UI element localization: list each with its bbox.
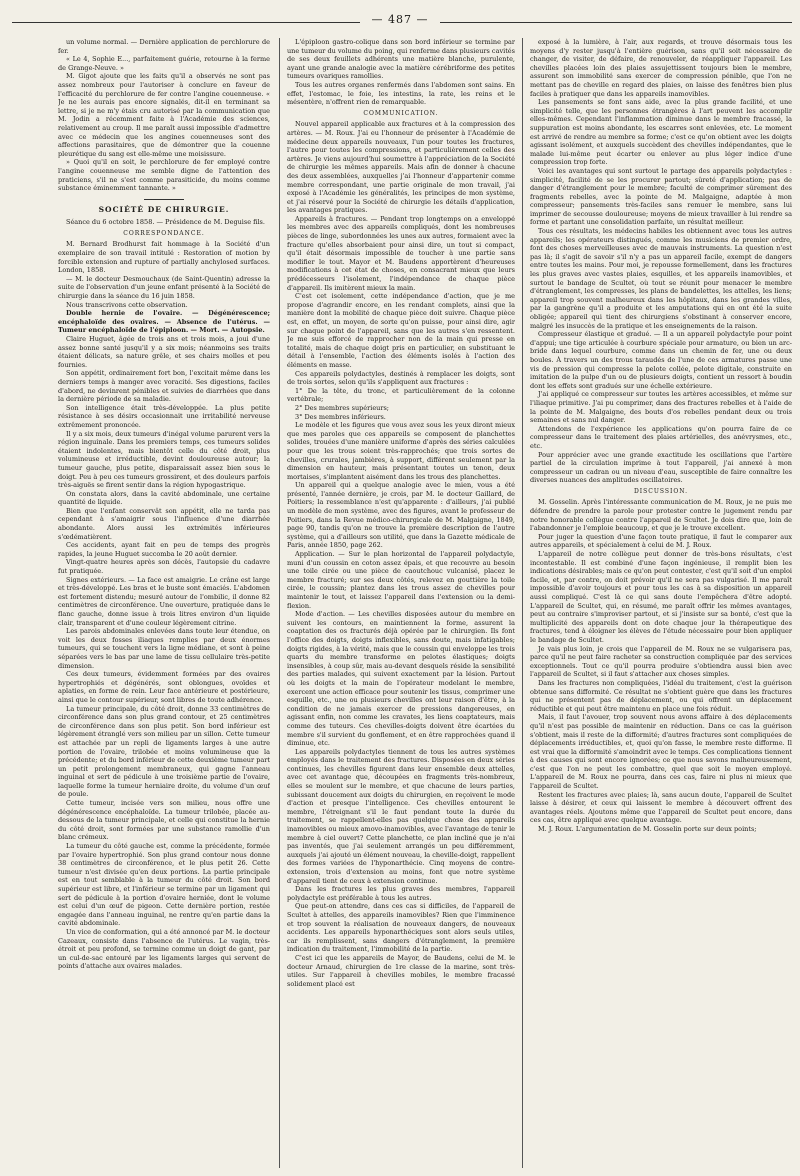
case-title: Double hernie de l'ovaire. — Dégénérescence; encéphaloïde des ovaires. — Absence de l'utérus. — Tumeur encéphaloïde de l'épiploon. — Mort. — Autopsie.: [58, 309, 270, 335]
list-item: 3° Des membres inférieurs.: [295, 412, 386, 421]
column-divider: [279, 38, 280, 1168]
paragraph: exposé à la lumière, à l'air, aux regards, et trouve désormais tous les moyens d'y rester jusqu'à l'entière guérison, sans qu'il soit nécessaire de changer, de visiter, de défaire, de renouveler, de réappliquer l'appareil. Les chevilles placées loin des plaies assujettissent toujours bien le membre, assurent son immobilité sans exercer de compression pénible, que l'on ne mettant pas de cheville en regard des plaies, on laisse des fenêtres bien plus faciles à pratiquer que dans les appareils inamovibles.: [530, 38, 792, 98]
paragraph: Les pansements se font sans aide, avec la plus grande facilité, et une simplicité telle, que les personnes étrangères à l'art peuvent les accomplir elles-mêmes. Cependant l'inflammation diminue dans le membre fracassé, la suppuration est moins abondante, les escarres sont enlevées, etc. Le moment est arrivé de rendre au membre sa forme; c'est ce qu'on obtient avec les doigts agissant isolément, et auxquels succèdent des chevilles indépendantes, que le malade lui-même peut écarter ou enlever au plus léger indice d'une compression trop forte.: [530, 98, 792, 167]
paragraph: La tumeur du côté gauche est, comme la précédente, formée par l'ovaire hypertrophié. Son plus grand contour nous donne 38 centimètres de circonférence, et le plus petit 26. Cette tumeur n'est divisée qu'en deux portions. La partie principale est en tout semblable à la tumeur du côté droit. Son bord supérieur est libre, et l'inférieur se termine par un ligament qui sert de pédicule à la portion d'ovaire herniée, dont le volume est celui d'un œuf de pigeon. Cette dernière portion, restée engagée dans l'anneau inguinal, ne rentre qu'en partie dans la cavité abdominale.: [58, 842, 270, 928]
column-divider: [522, 38, 523, 1168]
section-title: SOCIÉTÉ DE CHIRURGIE.: [98, 204, 230, 214]
paragraph: Les appareils polydactyles tiennent de tous les autres systèmes employés dans le traitement des fractures. Disposées en deux séries continues, les chevilles figurent dans leur ensemble deux attelles, avec cet avantage que, découpées en fragments très-nombreux, elles se moulent sur le membre, et que chacune de leurs parties, subissant doucement aux doigts du chirurgien, en reçoivent le mode d'action et presque l'intelligence. Ces chevilles entourent le membre, l'étreignant s'il le faut pendant toute la durée du traitement, se rappellent-elles pas quelque chose des appareils inamovibles ou mieux amovo-inamovibles, avec l'avantage de tenir le membre à ciel ouvert? Cette planchette, ce plan incliné que je n'ai pas inventés, que j'ai seulement arrangés un peu différemment, auxquels j'ai ajouté un élément nouveau, la cheville-doigt, rappellent des formes variées de l'hyponarthécie. Cinq moyens de contre-extension, trois d'extension au moins, font que notre système d'appareil tient de ceux à extension continue.: [287, 747, 515, 885]
header-rule-left: [12, 22, 360, 23]
paragraph: — M. le docteur Desmouchaux (de Saint-Quentin) adresse la suite de l'observation d'un jeune enfant présenté à la Société de chirurgie dans la séance du 16 juin 1858.: [58, 274, 270, 301]
paragraph: Bien que l'enfant conservât son appétit, elle ne tarda pas cependant à s'amaigrir sous l'influence d'une diarrhée abondante. Alors aussi les extrémités inférieures s'œdématièrent.: [58, 506, 270, 541]
paragraph: Vingt-quatre heures après son décès, l'autopsie du cadavre fut pratiquée.: [58, 558, 270, 576]
paragraph: C'est cet isolement, cette indépendance d'action, que je me propose d'agrandir encore, en les rendant complets, ainsi que la manière dont la mobilité de chaque pièce doit suivre. Chaque pièce est, en effet, un moyen, de sorte qu'on puisse, pour ainsi dire, agir sur chaque point de l'appareil, sans que les autres s'en ressentent. Je me suis efforcé de rapprocher non de la main qui presse en totalité, mais de chaque doigt pris en particulier, en substituant le détail à l'ensemble, l'action des éléments isolés à l'action des éléments en masse.: [287, 292, 515, 369]
list-item: 2° Des membres supérieurs;: [295, 403, 389, 412]
paragraph: Restent les fractures avec plaies; là, sans aucun doute, l'appareil de Scultet laisse à désirer, et ceux qui laissent le membre à découvert offrent des avantages réels. Ajoutons même que l'appareil de Scultet peut encore, dans ces cas, être appliqué avec quelque avantage.: [530, 790, 792, 825]
list-item: 1° De la tête, du tronc, et particulièrement de la colonne vertébrale;: [287, 386, 515, 404]
paragraph: Ces deux tumeurs, évidemment formées par des ovaires hypertrophiés et dégénérés, sont oblongues, ovoïdes et aplaties, en forme de rein. Leur face antérieure et postérieure, ainsi que le contour supérieur, sont libres de toute adhérence.: [58, 670, 270, 704]
column-middle: [287, 38, 515, 1172]
paragraph: Dans les fractures non compliquées, l'idéal du traitement, c'est la guérison obtenue sans difformité. Ce résultat ne s'obtient guère que dans les fractures qui ne présentent pas de déplacement, ou qui offrent un déplacement réductible et qui peut être maintenu en place une fois réduit.: [530, 678, 792, 713]
paragraph: L'épiploon gastro-colique dans son bord inférieur se termine par une tumeur du volume du poing, qui renferme dans plusieurs cavités de ses deux feuillets adhérents une matière blanche, purulente, ayant une grande analogie avec la matière cérébriforme des petites tumeurs ovariques ramollies.: [287, 38, 515, 81]
paragraph: Les parois abdominales enlevées dans toute leur étendue, on voit les deux fosses iliaques remplies par deux énormes tumeurs, qui se touchent vers la ligne médiane, et sont à peine séparées vers le bas par une lame de tissu cellulaire très-petite dimension.: [58, 627, 270, 670]
paragraph: Nous transcrivons cette observation.: [66, 300, 188, 309]
paragraph: Il y a six mois, deux tumeurs d'inégal volume parurent vers la région inguinale. Dans les premiers temps, ces tumeurs solides étaient indolentes, mais bientôt celle du côté droit, plus volumineuse et irréductible, devint douloureuse autour; la tumeur gauche, plus petite, disparaissait assez bien sous le doigt. Peu à peu ces tumeurs grossirent, et des douleurs parfois très-aiguës se firent sentir dans la région hypogastrique.: [58, 429, 270, 490]
article-columns: [0, 38, 800, 1172]
paragraph: Un vice de conformation, qui a été annoncé par M. le docteur Cazeaux, consiste dans l'absence de l'utérus. Le vagin, très-étroit et peu profond, se termine comme un doigt de gant, par un cul-de-sac entouré par les ligaments larges qui servent de points d'attache aux ovaires malades.: [58, 927, 270, 971]
paragraph: Son intelligence était très-développée. La plus petite résistance à ses désirs occasionnait une irritabilité nerveuse extrêmement prononcée.: [58, 403, 270, 429]
paragraph: On constata alors, dans la cavité abdominale, une certaine quantité de liquide.: [58, 489, 270, 507]
paragraph: Application. — Sur le plan horizontal de l'appareil polydactyle, muni d'un coussin en coton assez épais, et que recouvre au besoin une toile cirée ou une pièce de caoutchouc vulcanisé, placez le membre fracturé; sur ses deux côtés, relevez en gouttière la toile cirée, le coussin; plantez dans les trous assez de chevilles pour maintenir le tout, et laissez l'appareil dans l'extension ou la demi-flexion.: [287, 550, 515, 610]
paragraph: Ces appareils polydactyles, destinés à remplacer les doigts, sont de trois sortes, selon qu'ils s'appliquent aux fractures :: [287, 369, 515, 387]
paragraph: Compresseur élastique et gradué. — Il a un appareil polydactyle pour point d'appui; une tige articulée à courbure spéciale pour armature, ou bien un arc-bride dans lequel courbure, comme dans un chemin de fer, une ou deux boules. À travers un des trous taraudés de l'une de ces armatures passe une vis de pression qui compresse la pelote collée, pelote digitale, construite en imitation de la pulpe d'un ou de plusieurs doigts, contient un ressort à boudin dont les effets sont gradués sur une échelle extérieure.: [530, 330, 792, 390]
paragraph: Son appétit, ordinairement fort bon, l'excitait même dans les derniers temps à manger avec voracité. Ses digestions, faciles d'abord, ne devinrent pénibles et suivies de diarrhées que dans la dernière période de sa maladie.: [58, 369, 270, 404]
paragraph: Pour apprécier avec une grande exactitude les oscillations que l'artère partiel de la circulation imprime à tout l'appareil, j'ai annexé à mon compresseur un cadran ou un niveau d'eau, susceptible de faire connaître les diverses nuances des amplitudes oscillatoires.: [530, 450, 792, 485]
paragraph: Voici les avantages qui sont surtout le partage des appareils polydactyles : simplicité, facilité de se les procurer partout; sûreté d'application; pas de danger d'étranglement pour le membre; faculté de comprimer sûrement des fragments rebelles, avec la pointe de M. Malgaigne, adaptée à mon compresseur; pansements très-faciles sans remuer le membre, sans lui imprimer de secousse douloureuse; moyens de mieux travailler à lui rendre sa forme et partant une consolidation parfaite, un résultat meilleur.: [530, 166, 792, 227]
paragraph: Le modèle et les figures que vous avez sous les yeux diront mieux que mes paroles que ces appareils se composent de planchettes solides, trouées d'une manière uniforme d'après des séries calculées pour que les trous soient très-rapprochés; que trois sortes de chevilles, crurales, jambières, à support, différent seulement par la dimension en hauteur, mais présentant toutes un tenon, deux mortaises, s'implantent aisément dans les trous des planchettes.: [287, 421, 515, 481]
section-divider: [144, 199, 184, 200]
paragraph: Que peut-on attendre, dans ces cas si difficiles, de l'appareil de Scultet à attelles, des appareils inamovibles? Rien que l'imminence et trop souvent la réalisation de nouveaux dangers, de nouveaux accidents. Les appareils hyponarthéciques sont alors seuls utiles, car ils remplissent, sans dangers d'étranglement, la première indication du traitement, l'immobilité de la partie.: [287, 902, 515, 954]
paragraph: Pour juger la question d'une façon toute pratique, il faut le comparer aux autres appareils, et spécialement à celui de M. J. Roux.: [530, 532, 792, 550]
paragraph: « Le 4, Sophie E..., parfaitement guérie, retourne à la ferme de Grange-Neuve. »: [58, 55, 270, 72]
subsection-heading: CORRESPONDANCE.: [123, 229, 205, 237]
paragraph: J'ai appliqué ce compresseur sur toutes les artères accessibles, et même sur l'iliaque primitive. J'ai pu comprimer, dans des fractures rebelles et à l'aide de la pointe de M. Malgaigne, des bouts d'os rebelles pendant deux ou trois semaines et sans nul danger.: [530, 390, 792, 425]
paragraph: un volume normal. — Dernière application de perchlorure de fer.: [58, 38, 270, 55]
paragraph: Tous les autres organes renfermés dans l'abdomen sont sains. En effet, l'estomac, le foie, les intestins, la rate, les reins et le mésentère, n'offrent rien de remarquable.: [287, 80, 515, 107]
page-header: [0, 10, 800, 34]
paragraph: Claire Huguet, âgée de trois ans et trois mois, a joui d'une assez bonne santé jusqu'il y a six mois; néanmoins ses traits étaient délicats, sa nature grêle, et ses chairs molles et peu fournies.: [58, 335, 270, 369]
subsection-heading: COMMUNICATION.: [363, 109, 439, 117]
subsection-heading: DISCUSSION.: [633, 487, 689, 495]
paragraph: Dans les fractures les plus graves des membres, l'appareil polydactyle est préférable à tous les autres.: [287, 885, 515, 902]
paragraph: M. Gigot ajoute que les faits qu'il a observés ne sont pas assez nombreux pour l'autoriser à conclure en faveur de l'efficacité du perchlorure de fer contre l'angine couenneuse. « Je ne les aurais pas encore signalés, dit-il en terminant sa lettre, si je ne m'y étais cru autorisé par la communication que M. Jodin a récemment faite à l'Académie des sciences, relativement au croup. Il me paraît aussi impossible d'admettre avec ce médecin que les angines couenneuses sont des affections parasitaires, que de démontrer que la couenne pleurétique du sang est elle-même une moisissure.: [58, 72, 270, 158]
paragraph: Signes extérieurs. — La face est amaigrie. Le crâne est large et très-développé. Les bras et le buste sont émaciés. L'abdomen est fortement distendu; mesuré autour de l'ombilic, il donne 82 centimètres de circonférence. Une ouverture, pratiquée dans le flanc gauche, donne issue à trois litres environ d'un liquide clair, transparent et d'une couleur légèrement citrine.: [58, 575, 270, 627]
paragraph: Appareils à fractures. — Pendant trop longtemps on a enveloppé les membres avec des appareils compliqués, dont les nombreuses pièces de linge, subordonnées les unes aux autres, formaient avec la fracture qu'elles absorbaient pour ainsi dire, un tout si compact, qu'il était désormais impossible de toucher à une partie sans modifier le tout. Mayor et M. Baudens apportèrent d'heureuses modifications à cet état de choses, en consacrant mieux que leurs prédécesseurs l'isolement, l'indépendance de chaque pièce d'appareil. Ils imitèrent mieux la main.: [287, 214, 515, 292]
page-number: — 487 —: [371, 13, 429, 26]
paragraph: Je vais plus loin, je crois que l'appareil de M. Roux ne se vulgarisera pas, parce qu'il ne peut faire racheter sa construction compliquée par des services exceptionnels. Tout ce qu'il pourra produire s'obtiendra aussi bien avec l'appareil de Scultet, si il faut s'attacher aux choses simples.: [530, 644, 792, 679]
paragraph: M. Gosselin. Après l'intéressante communication de M. Roux, je ne puis me défendre de prendre la parole pour protester contre le jugement rendu par notre honorable collègue contre l'appareil de Scultet. Je dois dire que, loin de l'abandonner je l'emploie beaucoup, et que je le trouve excellent.: [530, 498, 792, 533]
paragraph: M. J. Roux. L'argumentation de M. Gosselin porte sur deux points;: [538, 825, 757, 834]
paragraph: Tous ces résultats, les médecins habiles les obtiennent avec tous les autres appareils; les opérateurs distingués, comme les musiciens de premier ordre, font des choses merveilleuses avec de mauvais instruments. La question n'est pas là; il s'agit de savoir s'il n'y a pas un appareil facile, exempt de dangers entre toutes les mains. Pour moi, je repousse formellement, dans les fractures les plus graves avec vastes plaies, esquilles, et les appareils inamovibles, et surtout le bandage de Scultet, où tout se réunit pour menacer le membre d'étranglement, les compresses, les plans de bandelettes, les attelles, les liens; appareil trop souvent malheureux dans les hôpitaux, dans les grandes villes, par la gangrène qu'il a produite et les amputations qui en ont été la suite obligée; appareil qui tient des chirurgiens s'obstinant à conserver encore, malgré les insuccès de la pratique et les enseignements de la raison.: [530, 227, 792, 330]
paragraph: La tumeur principale, du côté droit, donne 33 centimètres de circonférence dans son plus grand contour, et 25 centimètres de circonférence dans son plus petit. Son bord inférieur est légèrement étranglé vers son milieu par un sillon. Cette tumeur est attachée par un repli de ligaments larges à une autre portion de l'ovaire, trilobée et moins volumineuse que la précédente; et du bord inférieur de cette deuxième tumeur part un petit prolongement membraneux, qui gagne l'anneau inguinal et sert de pédicule à une troisième partie de l'ovaire, laquelle forme la tumeur herniaire droite, du volume d'un œuf de poule.: [58, 704, 270, 799]
paragraph: Mais, il faut l'avouer, trop souvent nous avons affaire à des déplacements qu'il n'est pas possible de maintenir en réduction. Dans ce cas la guérison s'obtient, mais il reste de la difformité; d'autres fractures sont compliquées de déplacements irréductibles, et, quoi qu'on fasse, le membre reste difforme. Il est vrai que la difformité s'amoindrit avec le temps. Ces complications tiennent à des causes qui sont encore ignorées; ce que nous savons malheureusement, c'est que l'on ne peut les combattre, quel que soit le moyen employé. L'appareil de M. Roux ne pourra, dans ces cas, faire ni plus ni mieux que l'appareil de Scultet.: [530, 713, 792, 791]
paragraph: » Quoi qu'il en soit, le perchlorure de fer employé contre l'angine couenneuse me semble digne de l'attention des praticiens, s'il ne s'est comme parasiticide, du moins comme substance éminemment tannante. »: [58, 158, 270, 193]
header-rule-right: [440, 22, 792, 23]
paragraph: Nouvel appareil applicable aux fractures et à la compression des artères. — M. Roux. J'ai eu l'honneur de présenter à l'Académie de médecine deux appareils nouveaux, l'un pour toutes les fractures, l'autre pour toutes les compressions, et particulièrement celles des artères. Je viens aujourd'hui soumettre à l'appréciation de la Société de chirurgie les mêmes appareils. Mais afin de donner à chacune des deux assemblées, auxquelles j'ai l'honneur d'appartenir comme membre correspondant, une partie originale de mon travail, j'ai exposé à l'Académie les généralités, les principes de mon système, et j'ai réservé pour la Société de chirurgie les détails d'application, les avantages pratiques.: [287, 120, 515, 215]
paragraph: Mode d'action. — Les chevilles disposées autour du membre en suivent les contours, en maintiennent la forme, assurent la coaptation des os fracturés déjà opérée par le chirurgien. Ils font l'office des doigts, doigts inflexibles, sans doute, mais infatigables; doigts rigides, à la vérité, mais que le coussin qui enveloppe les trois quarts du membre transforme en pelotes élastiques; doigts insensibles, à coup sûr, mais au-devant desquels réside la sensibilité des parties malades, qui suivent exactement par la lésion. Partout où les doigts et la main de l'opérateur modelant le membre, exercent une action efficace pour soutenir les tissus, comprimer une esquille, etc., une ou plusieurs chevilles ont leur raison d'être, à la condition de ne jamais exercer de pressions dangereuses, en agissant enfin, non comme les cravates, les liens coaptateurs, mais comme des tuteurs. Ces chevilles-doigts doivent être écartées du membre s'il survient du gonflement, et en être rapprochées quand il diminue, etc.: [287, 610, 515, 748]
paragraph: Un appareil qui a quelque analogie avec le mien, vous a été présenté, l'année dernière, je crois, par M. le docteur Gaillard, de Poitiers; la ressemblance n'est qu'apparente : d'ailleurs, j'ai publié un modèle de mon système, avec des figures, avant le professeur de Poitiers, dans la Revue médico-chirurgicale de M. Malgaigne, 1849, page 90, tandis qu'on ne trouve la première description de l'autre système, qui a d'ailleurs son utilité, que dans la Gazette médicale de Paris, année 1850, page 262.: [287, 481, 515, 550]
session-line: Séance du 6 octobre 1858. — Présidence de M. Deguise fils.: [66, 218, 265, 227]
paragraph: M. Bernard Brodhurst fait hommage à la Société d'un exemplaire de son travail intitulé : Restoration of motion by forcible extension and rupture of partially anchylosed surfaces. London, 1858.: [58, 240, 270, 275]
paragraph: C'est ici que les appareils de Mayor, de Baudens, celui de M. le docteur Arnaud, chirurgien de 1re classe de la marine, sont très-utiles. Sur l'appareil à chevilles mobiles, le membre fracassé solidement placé est: [287, 953, 515, 988]
column-right: [530, 38, 792, 1172]
column-left: [58, 38, 270, 1172]
paragraph: Ces accidents, ayant fait en peu de temps des progrès rapides, la jeune Huguet succomba le 20 août dernier.: [58, 541, 270, 558]
paragraph: Attendons de l'expérience les applications qu'on pourra faire de ce compresseur dans le traitement des plaies artérielles, des anévrysmes, etc., etc.: [530, 424, 792, 450]
paragraph: Cette tumeur, incisée vers son milieu, nous offre une dégénérescence encéphaloïde. La tumeur trilobée, placée au-dessous de la tumeur principale, et celle qui constitue la hernie du côté droit, sont formées par une substance ramollie d'un blanc crémeux.: [58, 799, 270, 842]
paragraph: L'appareil de notre collègue peut donner de très-bons résultats, c'est incontestable. Il est combiné d'une façon ingénieuse, il remplit bien les indications désirables; mais ce qu'on peut contester, c'est qu'il soit d'un emploi facile, et, par contre, on doit prévoir qu'il ne sera pas vulgarisé. Il me paraît impossible d'avoir toujours et pour tous les cas à sa disposition un appareil aussi compliqué. C'est là ce qui sans doute l'empêchera d'être adopté. L'appareil de Scultet, qui, en résumé, me paraît offrir les mêmes avantages, peut au contraire s'improviser partout, et si j'insiste sur sa bonté, c'est que la multiplicité des appareils dont on dote chaque jour la thérapeutique des fractures, tend à éloigner les élèves de l'étude nécessaire pour bien appliquer le bandage de Scultet.: [530, 550, 792, 644]
